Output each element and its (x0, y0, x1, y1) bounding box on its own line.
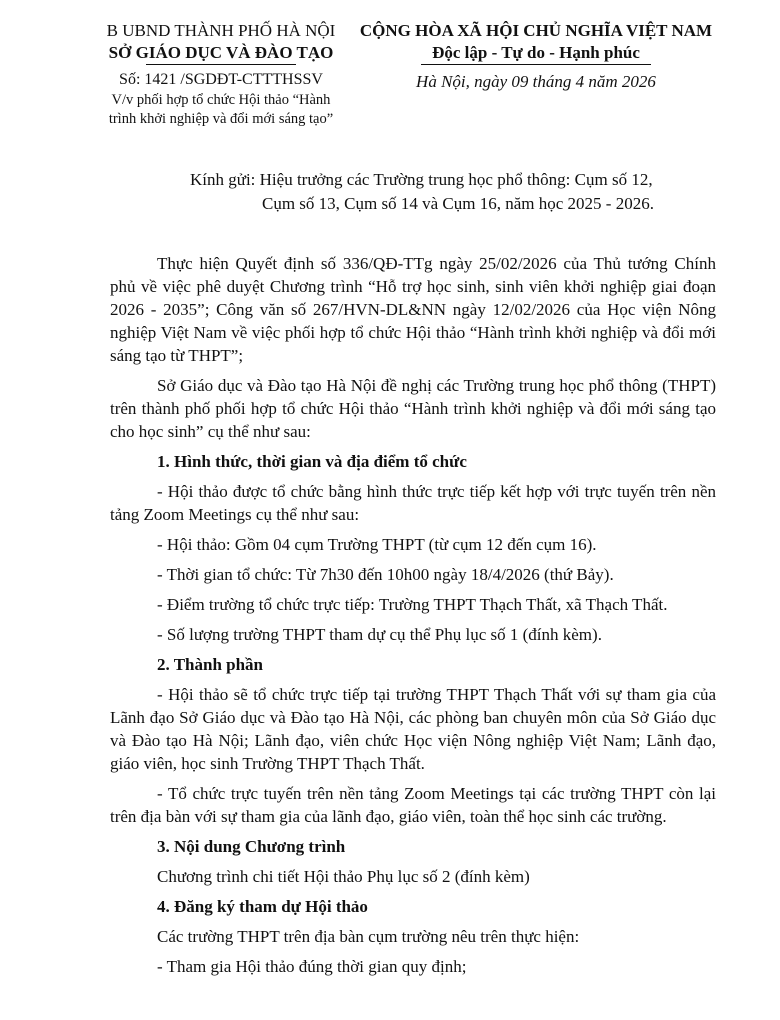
issuer-block (86, 20, 356, 128)
national-motto: Độc lập - Tự do - Hạnh phúc (432, 43, 640, 62)
section-3-text: Chương trình chi tiết Hội thảo Phụ lục số 2 (đính kèm) (157, 867, 530, 886)
section-4-text: Các trường THPT trên địa bàn cụm trường nêu trên thực hiện: (157, 927, 580, 946)
section-1-heading: 1. Hình thức, thời gian và địa điểm tổ chức (157, 452, 467, 471)
department-underline (146, 64, 296, 65)
motto-underline (421, 64, 651, 65)
section-1-bullet-1: - Hội thảo: Gồm 04 cụm Trường THPT (từ cụm 12 đến cụm 16). (157, 535, 597, 554)
intro-paragraph-1: Thực hiện Quyết định số 336/QĐ-TTg ngày 25/02/2026 của Thủ tướng Chính phủ về việc phê duyệt Chương trình “Hỗ trợ học sinh, sinh viên khởi nghiệp giai đoạn 2026 - 2035”; Công văn số 267/HVN-DL&NN ngày 12/02/2026 của Học viện Nông nghiệp Việt Nam về việc phối hợp tổ chức Hội thảo “Hành trình khởi nghiệp và đổi mới sáng tạo từ THPT”; (110, 254, 716, 365)
section-4-bullet-1: - Tham gia Hội thảo đúng thời gian quy định; (157, 957, 467, 976)
document-header (0, 0, 780, 130)
section-2-paragraph-2: - Tổ chức trực tuyến trên nền tảng Zoom Meetings tại các trường THPT còn lại trên địa bàn với sự tham gia của lãnh đạo, giáo viên, toàn thể học sinh các trường. (110, 784, 716, 826)
recipient-line-1: Kính gửi: Hiệu trưởng các Trường trung học phổ thông: Cụm số 12, (190, 170, 653, 189)
section-4-heading: 4. Đăng ký tham dự Hội thảo (157, 897, 368, 916)
section-2-heading: 2. Thành phần (157, 655, 264, 674)
national-title: CỘNG HÒA XÃ HỘI CHỦ NGHĨA VIỆT NAM (359, 21, 713, 40)
section-1-intro: - Hội thảo được tổ chức bằng hình thức trực tiếp kết hợp với trực tuyến trên nền tảng Zoom Meetings cụ thể như sau: (110, 482, 716, 524)
section-2-paragraph-1: - Hội thảo sẽ tổ chức trực tiếp tại trường THPT Thạch Thất với sự tham gia của Lãnh đạo Sở Giáo dục và Đào tạo Hà Nội, các phòng ban chuyên môn của Sở Giáo dục và Đào tạo Hà Nội; Lãnh đạo, viên chức Học viện Nông nghiệp Việt Nam; Lãnh đạo, giáo viên, học sinh Trường THPT Thạch Thất. (110, 685, 716, 773)
issuing-agency: B UBND THÀNH PHỐ HÀ NỘI (106, 21, 336, 40)
department-name: SỞ GIÁO DỤC VÀ ĐÀO TẠO (108, 43, 334, 62)
recipient-block (190, 168, 710, 216)
document-number: Số: 1421 /SGDĐT-CTTTHSSV (119, 71, 323, 88)
recipient-line-2: Cụm số 13, Cụm số 14 và Cụm 16, năm học 2025 - 2026. (262, 194, 654, 213)
intro-paragraph-2: Sở Giáo dục và Đào tạo Hà Nội đề nghị các Trường trung học phổ thông (THPT) trên thành phố phối hợp tổ chức Hội thảo “Hành trình khởi nghiệp và đổi mới sáng tạo cho học sinh” cụ thể như sau: (110, 376, 716, 441)
section-1-bullet-2: - Thời gian tổ chức: Từ 7h30 đến 10h00 ngày 18/4/2026 (thứ Bảy). (157, 565, 614, 584)
document-subject-line-2: trình khởi nghiệp và đổi mới sáng tạo” (108, 111, 334, 127)
section-1-bullet-3: - Điểm trường tổ chức trực tiếp: Trường THPT Thạch Thất, xã Thạch Thất. (157, 595, 668, 614)
section-3-heading: 3. Nội dung Chương trình (157, 837, 346, 856)
place-and-date: Hà Nội, ngày 09 tháng 4 năm 2026 (416, 72, 656, 91)
national-title-block (352, 20, 720, 93)
document-subject-line-1: V/v phối hợp tổ chức Hội thảo “Hành (111, 92, 331, 108)
section-1-bullet-4: - Số lượng trường THPT tham dự cụ thể Phụ lục số 1 (đính kèm). (157, 625, 602, 644)
document-body (110, 252, 716, 985)
